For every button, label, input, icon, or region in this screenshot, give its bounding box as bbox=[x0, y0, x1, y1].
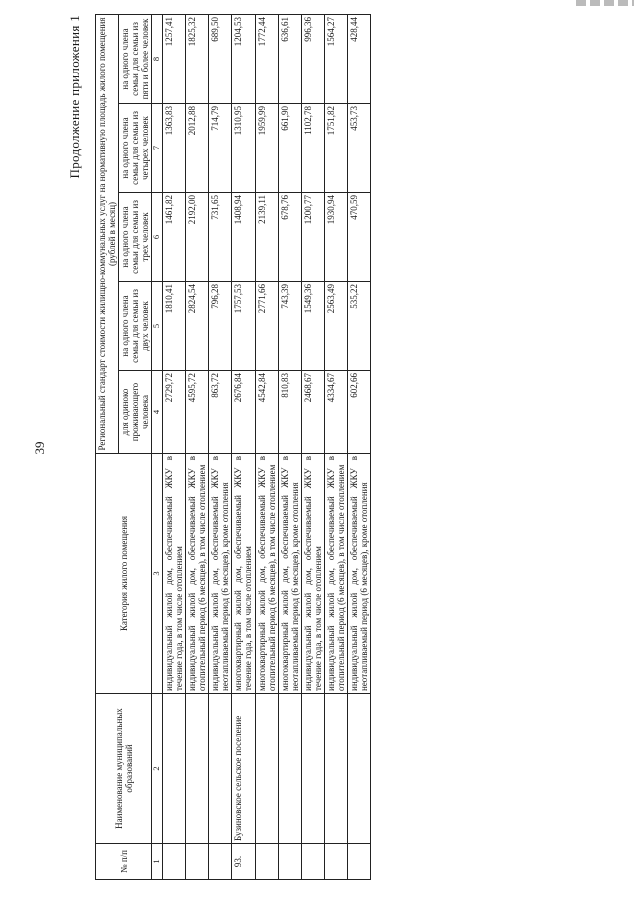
column-numbers-row bbox=[152, 14, 163, 879]
value-family-5plus: 1257,41 bbox=[162, 14, 185, 103]
column-number: 3 bbox=[152, 454, 163, 694]
value-family-5plus: 1564,27 bbox=[325, 14, 348, 103]
value-family-4: 1310,95 bbox=[232, 104, 255, 193]
table-row bbox=[301, 14, 324, 879]
municipality-name bbox=[301, 694, 324, 844]
value-family-5plus: 996,36 bbox=[301, 14, 324, 103]
row-number bbox=[301, 844, 324, 880]
column-number: 2 bbox=[152, 694, 163, 844]
row-number bbox=[255, 844, 278, 880]
column-number: 4 bbox=[152, 371, 163, 454]
row-number: 93. bbox=[232, 844, 255, 880]
municipality-name bbox=[209, 694, 232, 844]
municipality-name bbox=[348, 694, 371, 844]
value-single: 2676,84 bbox=[232, 371, 255, 454]
table-row bbox=[255, 14, 278, 879]
value-family-2: 743,39 bbox=[278, 282, 301, 371]
standard-cost-table bbox=[95, 14, 371, 880]
value-single: 2729,72 bbox=[162, 371, 185, 454]
header-no: № п/п bbox=[96, 844, 152, 880]
value-family-2: 535,22 bbox=[348, 282, 371, 371]
value-single: 2468,67 bbox=[301, 371, 324, 454]
continuation-title: Продолжение приложения 1 bbox=[67, 15, 82, 179]
value-family-3: 1200,77 bbox=[301, 193, 324, 282]
housing-category: индивидуальный жилой дом, обеспечиваемый ЖКУ в отопительный период (6 месяцев), в том числе отоплением bbox=[325, 454, 348, 694]
municipality-name bbox=[186, 694, 209, 844]
municipality-name bbox=[162, 694, 185, 844]
value-family-4: 453,73 bbox=[348, 104, 371, 193]
value-single: 602,66 bbox=[348, 371, 371, 454]
value-family-5plus: 428,44 bbox=[348, 14, 371, 103]
municipality-name bbox=[255, 694, 278, 844]
housing-category: многоквартирный жилой дом, обеспечиваемый ЖКУ в неотапливаемый период (6 месяцев), кроме отопления bbox=[278, 454, 301, 694]
value-family-5plus: 1772,44 bbox=[255, 14, 278, 103]
table-row bbox=[278, 14, 301, 879]
value-family-2: 796,28 bbox=[209, 282, 232, 371]
housing-category: индивидуальный жилой дом, обеспечиваемый ЖКУ в отопительный период (6 месяцев), в том числе отоплением bbox=[186, 454, 209, 694]
header-sub-family-5plus: на одного члена семьи для семьи из пяти и более человек bbox=[119, 14, 152, 103]
header-standard-group: Региональный стандарт стоимости жилищно-коммунальных услуг на нормативную площадь жилого помещения (рублей в месяц) bbox=[96, 14, 119, 453]
municipality-name bbox=[278, 694, 301, 844]
housing-category: индивидуальный жилой дом, обеспечиваемый ЖКУ в неотапливаемый период (6 месяцев), кроме отопления bbox=[209, 454, 232, 694]
row-number bbox=[278, 844, 301, 880]
header-municipality: Наименование муниципальных образований bbox=[96, 694, 152, 844]
table-row bbox=[348, 14, 371, 879]
value-family-4: 714,79 bbox=[209, 104, 232, 193]
value-family-2: 1757,53 bbox=[232, 282, 255, 371]
table-body bbox=[152, 14, 371, 879]
header-sub-family-3: на одного члена семьи для семьи из трех человек bbox=[119, 193, 152, 282]
column-number: 5 bbox=[152, 282, 163, 371]
row-number bbox=[209, 844, 232, 880]
municipality-name: Бузиновское сельское поселение bbox=[232, 694, 255, 844]
value-family-2: 1810,41 bbox=[162, 282, 185, 371]
value-family-3: 2139,11 bbox=[255, 193, 278, 282]
table-row bbox=[232, 14, 255, 879]
header-sub-family-2: на одного члена семьи для семьи из двух человек bbox=[119, 282, 152, 371]
rotated-table-container bbox=[65, 15, 635, 880]
housing-category: индивидуальный жилой дом, обеспечиваемый ЖКУ в течение года, в том числе отоплением bbox=[301, 454, 324, 694]
value-single: 4542,84 bbox=[255, 371, 278, 454]
value-family-3: 731,65 bbox=[209, 193, 232, 282]
value-family-2: 2563,49 bbox=[325, 282, 348, 371]
housing-category: многоквартирный жилой дом, обеспечиваемый ЖКУ в течение года, в том числе отоплением bbox=[232, 454, 255, 694]
municipality-name bbox=[325, 694, 348, 844]
value-family-5plus: 1825,32 bbox=[186, 14, 209, 103]
header-sub-single: для одиноко проживающего человека bbox=[119, 371, 152, 454]
column-number: 7 bbox=[152, 104, 163, 193]
column-number: 6 bbox=[152, 193, 163, 282]
scan-corner-mark bbox=[576, 0, 634, 6]
value-single: 863,72 bbox=[209, 371, 232, 454]
value-family-5plus: 689,50 bbox=[209, 14, 232, 103]
column-number: 8 bbox=[152, 14, 163, 103]
value-family-3: 1461,82 bbox=[162, 193, 185, 282]
value-single: 810,83 bbox=[278, 371, 301, 454]
value-family-4: 1363,83 bbox=[162, 104, 185, 193]
header-category: Категория жилого помещения bbox=[96, 454, 152, 694]
value-family-2: 2771,66 bbox=[255, 282, 278, 371]
value-single: 4595,72 bbox=[186, 371, 209, 454]
value-single: 4334,67 bbox=[325, 371, 348, 454]
row-number bbox=[325, 844, 348, 880]
row-number bbox=[348, 844, 371, 880]
value-family-3: 2192,00 bbox=[186, 193, 209, 282]
value-family-2: 1549,36 bbox=[301, 282, 324, 371]
housing-category: многоквартирный жилой дом, обеспечиваемый ЖКУ в отопительный период (6 месяцев), в том числе отоплением bbox=[255, 454, 278, 694]
value-family-2: 2824,54 bbox=[186, 282, 209, 371]
page-number: 39 bbox=[32, 441, 47, 455]
housing-category: индивидуальный жилой дом, обеспечиваемый ЖКУ в неотапливаемый период (6 месяцев), кроме отопления bbox=[348, 454, 371, 694]
value-family-4: 1751,82 bbox=[325, 104, 348, 193]
table-row bbox=[162, 14, 185, 879]
value-family-5plus: 636,61 bbox=[278, 14, 301, 103]
header-sub-family-4: на одного члена семьи для семьи из четырех человек bbox=[119, 104, 152, 193]
value-family-3: 678,76 bbox=[278, 193, 301, 282]
value-family-3: 1930,94 bbox=[325, 193, 348, 282]
row-number bbox=[162, 844, 185, 880]
value-family-3: 1408,94 bbox=[232, 193, 255, 282]
table-row bbox=[186, 14, 209, 879]
row-number bbox=[186, 844, 209, 880]
value-family-4: 2012,88 bbox=[186, 104, 209, 193]
value-family-4: 1959,99 bbox=[255, 104, 278, 193]
value-family-3: 470,59 bbox=[348, 193, 371, 282]
housing-category: индивидуальный жилой дом, обеспечиваемый ЖКУ в течение года, в том числе отоплением bbox=[162, 454, 185, 694]
value-family-4: 661,90 bbox=[278, 104, 301, 193]
table-row bbox=[209, 14, 232, 879]
value-family-4: 1102,78 bbox=[301, 104, 324, 193]
table-row bbox=[325, 14, 348, 879]
column-number: 1 bbox=[152, 844, 163, 880]
value-family-5plus: 1204,53 bbox=[232, 14, 255, 103]
